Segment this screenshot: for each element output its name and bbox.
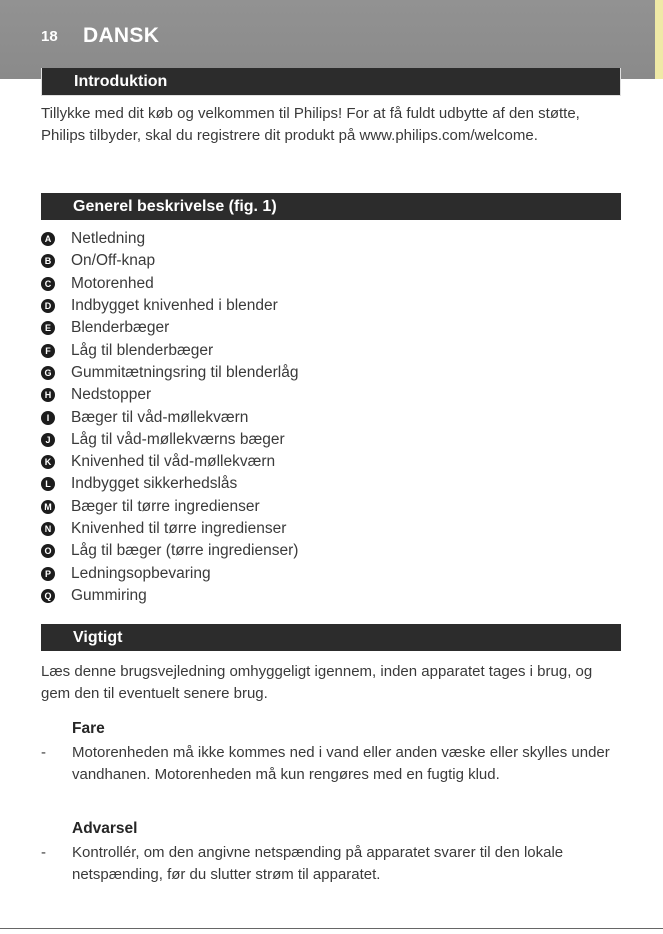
- part-item: [41, 540, 298, 562]
- header-tab-marker: [655, 0, 663, 79]
- part-label: Nedstopper: [71, 386, 152, 404]
- part-label: On/Off-knap: [71, 252, 156, 270]
- page-number: 18: [41, 28, 58, 45]
- warning-item: [41, 842, 621, 886]
- introduction-text: Tillykke med dit køb og velkommen til Philips! For at få fuldt udbytte af den støtte, Philips tilbyder, skal du registrere dit produkt på www.philips.com/welcome.: [41, 105, 580, 144]
- part-letter-badge: G: [41, 366, 55, 380]
- part-item: [41, 317, 298, 339]
- part-letter-badge: J: [41, 433, 55, 447]
- part-item: [41, 250, 298, 272]
- part-letter-badge: O: [41, 544, 55, 558]
- part-letter-badge: F: [41, 344, 55, 358]
- important-text: Læs denne brugsvejledning omhyggeligt igennem, inden apparatet tages i brug, og gem den til eventuelt senere brug.: [41, 663, 593, 702]
- part-label: Knivenhed til tørre ingredienser: [71, 520, 287, 537]
- part-letter-badge: Q: [41, 589, 55, 603]
- part-label: Låg til våd-møllekværns bæger: [71, 430, 285, 448]
- part-label: Indbygget knivenhed i blender: [71, 297, 278, 315]
- part-item: [41, 496, 298, 518]
- part-item: [41, 518, 298, 540]
- warning-title: Advarsel: [72, 820, 138, 837]
- part-label: Motorenhed: [71, 274, 154, 292]
- section-heading-important: Vigtigt: [41, 624, 621, 651]
- part-label: Bæger til våd-møllekværn: [71, 408, 249, 426]
- part-item: [41, 384, 298, 406]
- part-label: Bæger til tørre ingredienser: [71, 497, 260, 515]
- danger-item: [41, 742, 621, 786]
- part-letter-badge: A: [41, 232, 55, 246]
- part-letter-badge: P: [41, 567, 55, 581]
- part-label: Gummiring: [71, 586, 147, 604]
- part-item: [41, 473, 298, 495]
- part-letter-badge: H: [41, 388, 55, 402]
- chapter-title: DANSK: [83, 24, 160, 47]
- part-item: [41, 295, 298, 317]
- part-letter-badge: L: [41, 477, 55, 491]
- part-letter-badge: B: [41, 254, 55, 268]
- danger-title: Fare: [72, 720, 105, 737]
- part-label: Knivenhed til våd-møllekværn: [71, 453, 276, 471]
- part-letter-badge: N: [41, 522, 55, 536]
- part-item: [41, 406, 298, 428]
- part-item: [41, 273, 298, 295]
- part-label: Låg til bæger (tørre ingredienser): [71, 542, 299, 560]
- part-label: Gummitætningsring til blenderlåg: [71, 363, 299, 381]
- part-label: Blenderbæger: [71, 319, 170, 337]
- footer-rule: [0, 928, 663, 929]
- danger-item-text: Motorenheden må ikke kommes ned i vand eller anden væske eller skylles under vandhanen. Motorenheden må kun rengøres med en fugtig klud.: [72, 744, 610, 783]
- part-label: Indbygget sikkerhedslås: [71, 475, 238, 493]
- part-item: [41, 339, 298, 361]
- part-letter-badge: I: [41, 411, 55, 425]
- bullet-dash: -: [41, 844, 46, 861]
- part-letter-badge: M: [41, 500, 55, 514]
- part-item: [41, 228, 298, 250]
- part-label: Låg til blenderbæger: [71, 341, 214, 359]
- part-label: Ledningsopbevaring: [71, 564, 211, 582]
- warning-item-text: Kontrollér, om den angivne netspænding på apparatet svarer til den lokale netspænding, før du slutter strøm til apparatet.: [72, 844, 564, 883]
- part-item: [41, 562, 298, 584]
- part-item: [41, 585, 298, 607]
- part-letter-badge: C: [41, 277, 55, 291]
- section-heading-introduction: Introduktion: [41, 68, 621, 96]
- parts-list: [41, 228, 298, 607]
- bullet-dash: -: [41, 744, 46, 761]
- section-heading-description: Generel beskrivelse (fig. 1): [41, 193, 621, 220]
- part-letter-badge: K: [41, 455, 55, 469]
- part-label: Netledning: [71, 230, 146, 248]
- part-letter-badge: E: [41, 321, 55, 335]
- part-item: [41, 362, 298, 384]
- part-item: [41, 429, 298, 451]
- part-letter-badge: D: [41, 299, 55, 313]
- part-item: [41, 451, 298, 473]
